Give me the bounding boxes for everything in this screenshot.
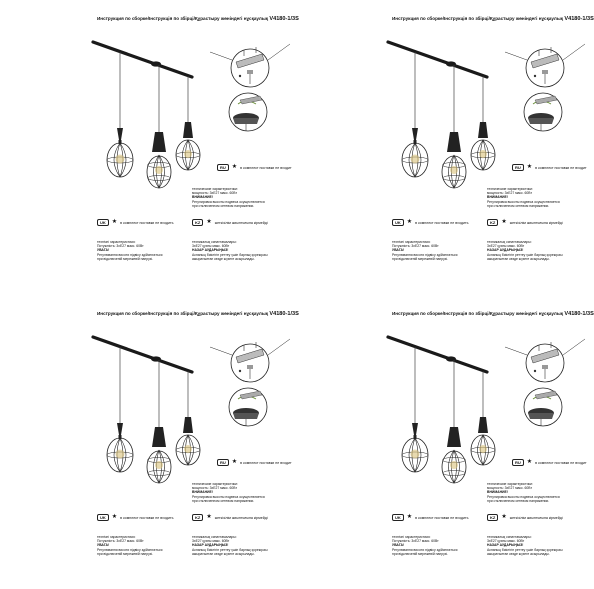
kz-warning-line-2: ажыратылған кезде жүзеге асырылады.	[487, 256, 550, 261]
pendant-lamp-center	[442, 132, 466, 188]
kz-warning-line-1: Аспаның биіктігін реттеу үшін барлық қорекқозы	[192, 252, 268, 257]
kz-spec-value: 3xE27 қуаты макс. 60Вт	[487, 244, 525, 249]
detail-canopy-wiring	[229, 93, 267, 131]
kz-spec-heading: техникалық сипаттамалары:	[487, 240, 532, 244]
uk-spec-heading: технічні характеристики:	[97, 240, 136, 244]
ru-included-note: в комплект поставки не входит	[240, 165, 292, 170]
uk-spec-heading: технічні характеристики:	[392, 240, 431, 244]
pendant-lamp-center	[147, 427, 171, 483]
detail-mounting-bracket	[210, 339, 290, 382]
kz-spec-value: 3xE27 қуаты макс. 60Вт	[192, 244, 230, 249]
kz-spec-heading: техникалық сипаттамалары:	[192, 535, 237, 539]
sheet-title-text: Инструкция по сборке/Інструкція по збірці/Құрастыру жөніндегі нұсқаулық	[97, 16, 269, 21]
kz-spec-block	[487, 535, 563, 556]
detail-mounting-bracket	[505, 339, 585, 382]
uk-warning-line-1: Регулювання висоти підвісу здійснюється	[392, 547, 458, 552]
sheet-title-text: Инструкция по сборке/Інструкція по збірці/Құрастыру жөніндегі нұсқаулық	[97, 311, 269, 316]
instruction-sheet-bottom-left	[0, 295, 299, 589]
ru-flag-note	[217, 459, 292, 466]
lang-code-uk: UK	[97, 514, 109, 521]
uk-spec-heading: технічні характеристики:	[97, 535, 136, 539]
lang-code-ru: RU	[217, 164, 229, 171]
ru-spec-heading: технические характеристики:	[192, 482, 238, 486]
pendant-lamp-right	[471, 122, 495, 170]
instruction-sheet-top-right	[295, 0, 594, 294]
ru-spec-block	[487, 187, 560, 208]
pendant-lamp-left	[107, 423, 133, 472]
detail-mounting-bracket	[505, 44, 585, 87]
ru-flag-note	[512, 164, 587, 171]
kz-spec-block	[192, 535, 268, 556]
uk-spec-value: Потужність: 3xE27 макс. 60Вт	[392, 539, 439, 544]
detail-mounting-bracket	[210, 44, 290, 87]
star-icon: ★	[406, 219, 413, 225]
ru-warning-heading: ВНИМАНИЕ!	[192, 490, 213, 495]
uk-flag-note	[392, 514, 468, 521]
pendant-lamp-right	[471, 417, 495, 465]
uk-spec-heading: технічні характеристики:	[392, 535, 431, 539]
ru-included-note: в комплект поставки не входит	[535, 460, 587, 465]
uk-warning-line-2: при відключеній мережевій напрузі.	[97, 256, 154, 261]
ru-spec-value: мощность: 3xE27 макс. 60Вт	[487, 486, 533, 491]
kz-spec-value: 3xE27 қуаты макс. 60Вт	[487, 539, 525, 544]
ru-warning-heading: ВНИМАНИЕ!	[192, 195, 213, 200]
model-number: V4180-1/3S	[564, 311, 594, 317]
kz-spec-block	[487, 240, 563, 261]
uk-included-note: в комплект поставки не входить	[120, 515, 174, 520]
star-icon: ★	[111, 219, 118, 225]
uk-warning-line-1: Регулювання висоти підвісу здійснюється	[97, 547, 163, 552]
uk-warning-line-1: Регулювання висоти підвісу здійснюється	[97, 252, 163, 257]
star-icon: ★	[526, 459, 533, 465]
pendant-lamp-right	[176, 122, 200, 170]
kz-flag-note	[192, 219, 268, 226]
kz-warning-heading: НАЗАР АУДАРЫҢЫЗ!	[487, 248, 524, 253]
ceiling-rail	[388, 337, 487, 372]
kz-warning-line-1: Аспаның биіктігін реттеу үшін барлық қорекқозы	[487, 252, 563, 257]
kz-warning-line-2: ажыратылған кезде жүзеге асырылады.	[487, 551, 550, 556]
ceiling-rail	[388, 42, 487, 77]
ru-spec-heading: технические характеристики:	[487, 187, 533, 191]
ru-flag-note	[217, 164, 292, 171]
lang-code-kz: KZ	[192, 219, 203, 226]
ru-flag-note	[512, 459, 587, 466]
kz-warning-line-2: ажыратылған кезде жүзеге асырылады.	[192, 256, 255, 261]
detail-canopy-wiring	[524, 388, 562, 426]
lang-code-kz: KZ	[192, 514, 203, 521]
ceiling-rail	[93, 42, 192, 77]
model-number: V4180-1/3S	[564, 16, 594, 22]
ceiling-rail	[93, 337, 192, 372]
kz-warning-line-2: ажыратылған кезде жүзеге асырылады.	[192, 551, 255, 556]
detail-canopy-wiring	[229, 388, 267, 426]
pendant-lamp-left	[402, 423, 428, 472]
pendant-lamp-right	[176, 417, 200, 465]
ru-warning-line-2: при отключенном сетевом напряжении.	[487, 498, 550, 503]
lang-code-ru: RU	[217, 459, 229, 466]
ru-spec-value: мощность: 3xE27 макс. 60Вт	[192, 486, 238, 491]
kz-spec-block	[192, 240, 268, 261]
pendant-lamp-left	[107, 128, 133, 177]
ru-spec-block	[192, 482, 265, 503]
kz-warning-line-1: Аспаның биіктігін реттеу үшін барлық қорекқозы	[487, 547, 563, 552]
ru-warning-line-1: Регулировка высоты подвеса осуществляется	[192, 199, 265, 204]
uk-warning-heading: УВАГА!	[392, 543, 405, 548]
kz-warning-heading: НАЗАР АУДАРЫҢЫЗ!	[192, 248, 229, 253]
uk-spec-block	[392, 240, 457, 261]
lang-code-uk: UK	[97, 219, 109, 226]
pendant-lamp-left	[402, 128, 428, 177]
sheet-title-text: Инструкция по сборке/Інструкція по збірці/Құрастыру жөніндегі нұсқаулық	[392, 16, 564, 21]
ru-warning-line-2: при отключенном сетевом напряжении.	[192, 203, 255, 208]
star-icon: ★	[526, 164, 533, 170]
uk-warning-line-2: при відключеній мережевій напрузі.	[392, 551, 449, 556]
kz-flag-note	[487, 514, 563, 521]
instruction-sheet-bottom-right	[295, 295, 594, 589]
uk-spec-value: Потужність: 3xE27 макс. 60Вт	[97, 244, 144, 249]
uk-warning-line-2: при відключеній мережевій напрузі.	[97, 551, 154, 556]
uk-spec-block	[392, 535, 457, 556]
star-icon: ★	[501, 514, 507, 520]
uk-flag-note	[97, 219, 173, 226]
star-icon: ★	[231, 459, 238, 465]
uk-included-note: в комплект поставки не входить	[120, 220, 174, 225]
ru-spec-heading: технические характеристики:	[192, 187, 238, 191]
uk-warning-line-2: при відключеній мережевій напрузі.	[392, 256, 449, 261]
ru-warning-line-1: Регулировка высоты подвеса осуществляется	[487, 199, 560, 204]
ru-warning-line-1: Регулировка высоты подвеса осуществляется	[487, 494, 560, 499]
star-icon: ★	[206, 219, 212, 225]
kz-included-note: жеткізілім жиынтығына кірмейді	[214, 515, 268, 520]
ru-warning-line-1: Регулировка высоты подвеса осуществляется	[192, 494, 265, 499]
uk-included-note: в комплект поставки не входить	[415, 515, 469, 520]
model-number: V4180-1/3S	[269, 16, 299, 22]
pendant-lamp-center	[442, 427, 466, 483]
uk-flag-note	[392, 219, 468, 226]
uk-warning-heading: УВАГА!	[392, 248, 405, 253]
ru-warning-line-2: при отключенном сетевом напряжении.	[192, 498, 255, 503]
uk-included-note: в комплект поставки не входить	[415, 220, 469, 225]
uk-spec-block	[97, 535, 162, 556]
ru-warning-heading: ВНИМАНИЕ!	[487, 490, 508, 495]
star-icon: ★	[111, 514, 118, 520]
uk-warning-line-1: Регулювання висоти підвісу здійснюється	[392, 252, 458, 257]
uk-warning-heading: УВАГА!	[97, 248, 110, 253]
uk-spec-value: Потужність: 3xE27 макс. 60Вт	[97, 539, 144, 544]
ru-spec-block	[487, 482, 560, 503]
kz-flag-note	[487, 219, 563, 226]
kz-spec-value: 3xE27 қуаты макс. 60Вт	[192, 539, 230, 544]
star-icon: ★	[501, 219, 507, 225]
ru-spec-block	[192, 187, 265, 208]
uk-spec-value: Потужність: 3xE27 макс. 60Вт	[392, 244, 439, 249]
lang-code-ru: RU	[512, 459, 524, 466]
detail-canopy-wiring	[524, 93, 562, 131]
lang-code-uk: UK	[392, 514, 404, 521]
kz-warning-line-1: Аспаның биіктігін реттеу үшін барлық қорекқозы	[192, 547, 268, 552]
uk-warning-heading: УВАГА!	[97, 543, 110, 548]
ru-spec-heading: технические характеристики:	[487, 482, 533, 486]
pendant-lamp-center	[147, 132, 171, 188]
ru-included-note: в комплект поставки не входит	[535, 165, 587, 170]
uk-flag-note	[97, 514, 173, 521]
kz-warning-heading: НАЗАР АУДАРЫҢЫЗ!	[192, 543, 229, 548]
lang-code-kz: KZ	[487, 219, 498, 226]
kz-included-note: жеткізілім жиынтығына кірмейді	[509, 515, 563, 520]
ru-warning-heading: ВНИМАНИЕ!	[487, 195, 508, 200]
kz-included-note: жеткізілім жиынтығына кірмейді	[214, 220, 268, 225]
lang-code-kz: KZ	[487, 514, 498, 521]
ru-warning-line-2: при отключенном сетевом напряжении.	[487, 203, 550, 208]
instruction-sheet-top-left	[0, 0, 299, 294]
kz-spec-heading: техникалық сипаттамалары:	[487, 535, 532, 539]
kz-spec-heading: техникалық сипаттамалары:	[192, 240, 237, 244]
lang-code-uk: UK	[392, 219, 404, 226]
star-icon: ★	[206, 514, 212, 520]
lang-code-ru: RU	[512, 164, 524, 171]
kz-warning-heading: НАЗАР АУДАРЫҢЫЗ!	[487, 543, 524, 548]
star-icon: ★	[231, 164, 238, 170]
kz-flag-note	[192, 514, 268, 521]
ru-included-note: в комплект поставки не входит	[240, 460, 292, 465]
uk-spec-block	[97, 240, 162, 261]
star-icon: ★	[406, 514, 413, 520]
ru-spec-value: мощность: 3xE27 макс. 60Вт	[192, 191, 238, 196]
model-number: V4180-1/3S	[269, 311, 299, 317]
kz-included-note: жеткізілім жиынтығына кірмейді	[509, 220, 563, 225]
ru-spec-value: мощность: 3xE27 макс. 60Вт	[487, 191, 533, 196]
sheet-title-text: Инструкция по сборке/Інструкція по збірці/Құрастыру жөніндегі нұсқаулық	[392, 311, 564, 316]
